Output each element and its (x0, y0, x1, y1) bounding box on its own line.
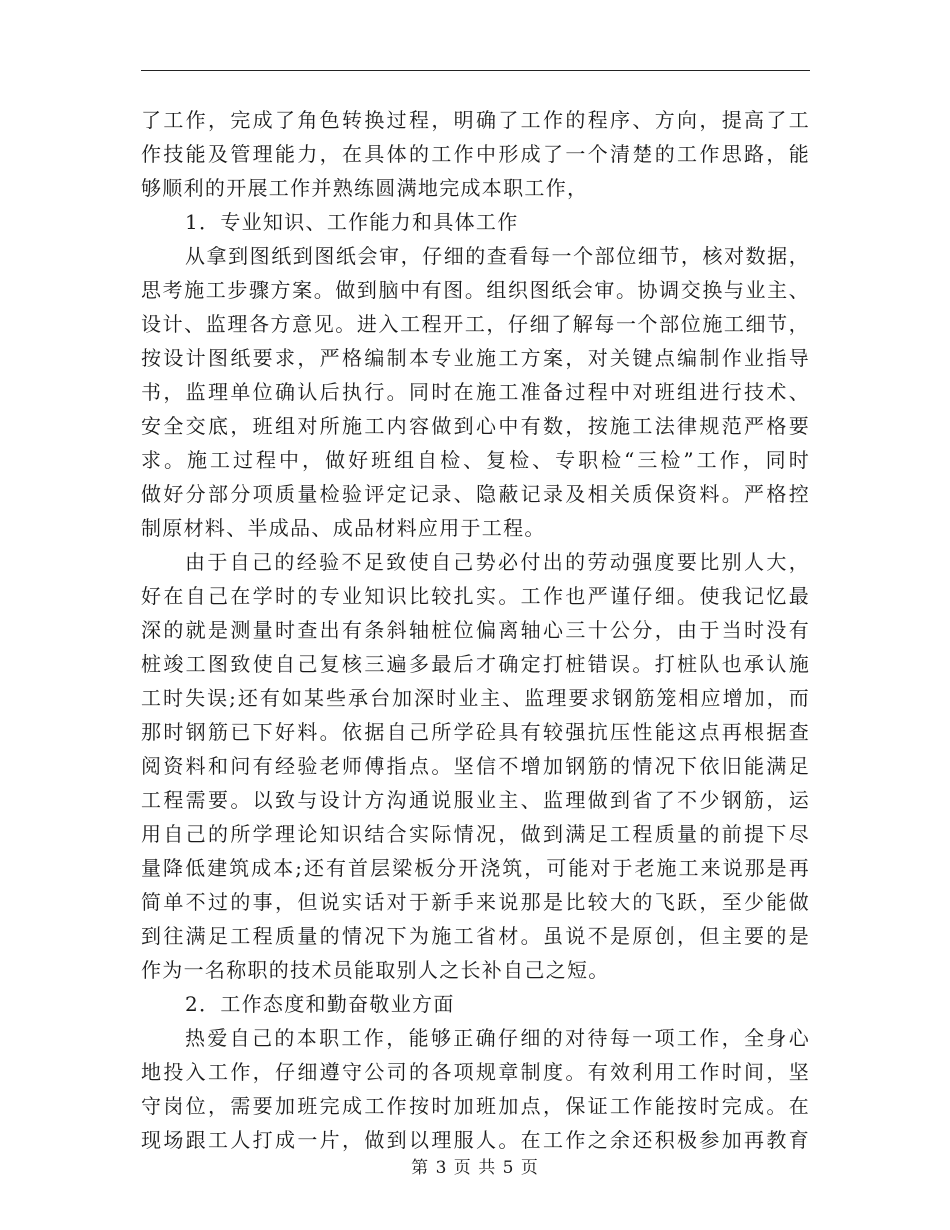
text-line: 到往满足工程质量的情况下为施工省材。虽说不是原创，但主要的是 (141, 924, 810, 948)
text-line: 好在自己在学时的专业知识比较扎实。工作也严谨仔细。使我记忆最 (141, 584, 810, 608)
text-line: 求。施工过程中，做好班组自检、复检、专职检“三检”工作，同时 (141, 448, 810, 472)
text-line: 阅资料和问有经验老师傅指点。坚信不增加钢筋的情况下依旧能满足 (141, 754, 810, 778)
text-line: 现场跟工人打成一片，做到以理服人。在工作之余还积极参加再教育 (141, 1128, 810, 1152)
text-line: 守岗位，需要加班完成工作按时加班加点，保证工作能按时完成。在 (141, 1094, 810, 1118)
text-line: 作技能及管理能力，在具体的工作中形成了一个清楚的工作思路，能 (141, 142, 810, 166)
text-line: 了工作，完成了角色转换过程，明确了工作的程序、方向，提高了工 (141, 108, 810, 132)
page-number-footer: 第 3 页 共 5 页 (411, 1158, 539, 1178)
text-line: 简单不过的事，但说实话对于新手来说那是比较大的飞跃，至少能做 (141, 890, 810, 914)
text-line: 制原材料、半成品、成品材料应用于工程。 (141, 516, 546, 540)
text-line: 量降低建筑成本;还有首层梁板分开浇筑，可能对于老施工来说那是再 (141, 856, 810, 880)
text-line: 思考施工步骤方案。做到脑中有图。组织图纸会审。协调交换与业主、 (141, 278, 810, 302)
text-line: 桩竣工图致使自己复核三遍多最后才确定打桩错误。打桩队也承认施 (141, 652, 810, 676)
document-body (141, 103, 810, 1157)
text-line: 按设计图纸要求，严格编制本专业施工方案，对关键点编制作业指导 (141, 346, 810, 370)
text-line: 地投入工作，仔细遵守公司的各项规章制度。有效利用工作时间，坚 (141, 1060, 810, 1084)
text-line: 够顺利的开展工作并熟练圆满地完成本职工作， (141, 176, 589, 200)
text-line: 从拿到图纸到图纸会审，仔细的查看每一个部位细节，核对数据， (185, 244, 810, 268)
text-line: 由于自己的经验不足致使自己势必付出的劳动强度要比别人大， (185, 550, 810, 574)
text-line: 书，监理单位确认后执行。同时在施工准备过程中对班组进行技术、 (141, 380, 810, 404)
text-line: 作为一名称职的技术员能取别人之长补自己之短。 (141, 958, 610, 982)
text-line: 用自己的所学理论知识结合实际情况，做到满足工程质量的前提下尽 (141, 822, 810, 846)
text-line: 深的就是测量时查出有条斜轴桩位偏离轴心三十公分，由于当时没有 (141, 618, 810, 642)
text-line: 安全交底，班组对所施工内容做到心中有数，按施工法律规范严格要 (141, 414, 810, 438)
text-line: 热爱自己的本职工作，能够正确仔细的对待每一项工作，全身心 (185, 1026, 810, 1050)
text-line: 1．专业知识、工作能力和具体工作 (185, 210, 519, 234)
text-line: 工时失误;还有如某些承台加深时业主、监理要求钢筋笼相应增加，而 (141, 686, 810, 710)
text-line: 设计、监理各方意见。进入工程开工，仔细了解每一个部位施工细节， (141, 312, 810, 336)
header-rule (141, 70, 810, 71)
text-line: 工程需要。以致与设计方沟通说服业主、监理做到省了不少钢筋，运 (141, 788, 810, 812)
text-line: 做好分部分项质量检验评定记录、隐蔽记录及相关质保资料。严格控 (141, 482, 810, 506)
text-line: 那时钢筋已下好料。依据自己所学砼具有较强抗压性能这点再根据查 (141, 720, 810, 744)
text-line: 2．工作态度和勤奋敬业方面 (185, 992, 455, 1016)
